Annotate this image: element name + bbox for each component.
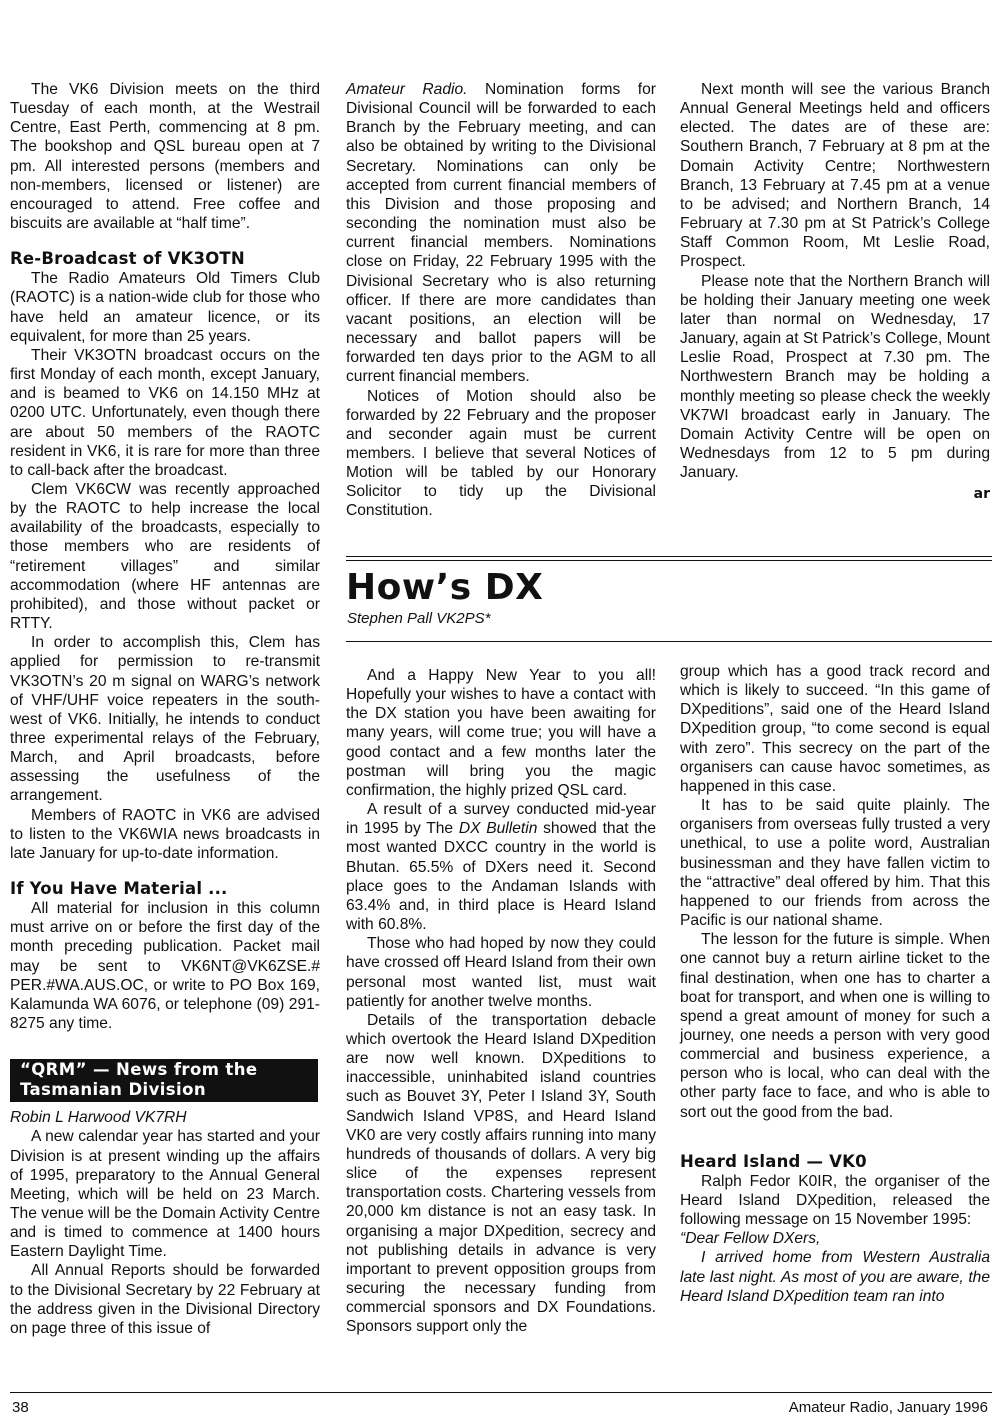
- column-2: [346, 80, 656, 521]
- qrm-heading-box: “QRM” — News from the Tasmanian Division: [10, 1059, 318, 1102]
- rebroadcast-paragraph-2: Their VK3OTN broadcast occurs on the first Monday of each month, except January, and is beamed to VK6 on 14.150 MHz at 0200 UTC. Unfortunately, even though there are about 50 members of the RAOTC resident in VK6, it is rare for more than three to call-back after the broadcast.: [10, 346, 320, 479]
- survey-text-a: A result of a survey conducted mid-year in 1995 by The: [346, 801, 656, 838]
- hows-dx-column-1: [346, 666, 656, 1336]
- footer-rule: [10, 1392, 992, 1393]
- material-heading: If You Have Material ...: [10, 879, 228, 899]
- rebroadcast-paragraph-3: Clem VK6CW was recently approached by the RAOTC to help increase the local availability of the broadcasts, especially to those members who are residents of “retirement villages” and similar accommodation (where HF antennas are prohibited), and those without packet or RTTY.: [10, 480, 320, 633]
- plainly-paragraph: It has to be said quite plainly. The organisers from overseas fully trusted a very unethical, to use a polite word, Australian businessman and they have fallen victim to the “attractive” deal offered by him. That this happened to our friends from across the Pacific is our national shame.: [680, 797, 990, 930]
- column-3: [680, 80, 990, 504]
- survey-paragraph: [346, 800, 656, 934]
- heard-island-paragraph: Ralph Fedor K0IR, the organiser of the Heard Island DXpedition, released the following message on 15 November 1995:: [680, 1172, 990, 1229]
- page-number: 38: [12, 1399, 29, 1416]
- nominations-text: Nomination forms for Divisional Council will be forwarded to each Branch by the February meeting, and can also be obtained by writing to the Divisional Secretary. Nominations can only be accepted from current financial members of this Division and those proposing and seconding the nomination must also be current financial members. Nominations close on Friday, 22 February 1995 with the Divisional Secretary who is also returning officer. If there are more candidates than vacant positions, an election will be necessary and ballot papers will be forwarded ten days prior to the AGM to all current financial members.: [346, 81, 656, 386]
- qrm-byline: Robin L Harwood VK7RH: [10, 1109, 187, 1127]
- hoped-paragraph: Those who had hoped by now they could have crossed off Heard Island from their own personal most wanted list, must wait patiently for another twelve months.: [346, 935, 657, 1010]
- transportation-paragraph: Details of the transportation debacle which overtook the Heard Island DXpedition are now well known. DXpeditions to inaccessible, uninhabited island countries such as Bouvet 3Y, Peter I Island 3Y, South Sandwich Island VP8S, and Heard Island VK0 are very costly affairs running into many hundreds of thousands of dollars. A very big slice of the expenses represent transportation costs. Chartering vessels from 20,000 km distance is not an easy task. In organising a major DXpedition, secrecy and not publishing details in advance is very important to prevent opposition groups from securing the necessary funding from commercial sponsors and DX Foundations. Sponsors support only the: [346, 1011, 656, 1336]
- hows-dx-column-2: [680, 662, 990, 1306]
- nominations-paragraph: [346, 80, 656, 387]
- material-paragraph: All material for inclusion in this column must arrive on or before the first day of the month preceding publication. Packet mail may be sent to VK6NT@VK6ZSE.# PER.#WA.AUS.OC, or write to PO Box 169, Kalamunda WA 6076, or telephone (09) 291-8275 any time.: [10, 900, 320, 1033]
- qrm-paragraph-1: A new calendar year has started and your Division is at present winding up the affairs of 1995, preparatory to the Annual General Meeting, which will be held on 23 March. The venue will be the Domain Activity Centre and is timed to commence at 1400 hours Eastern Daylight Time.: [10, 1128, 320, 1261]
- heard-island-quote-salutation: “Dear Fellow DXers,: [680, 1230, 821, 1248]
- rebroadcast-paragraph-1: The Radio Amateurs Old Timers Club (RAOTC) is a nation-wide club for those who have held an amateur licence, or its equivalent, for more than 25 years.: [10, 270, 320, 345]
- heard-island-heading: Heard Island — VK0: [680, 1151, 867, 1171]
- section-divider-rule: [346, 556, 992, 561]
- qrm-paragraph-2: All Annual Reports should be forwarded to the Divisional Secretary by 22 February at the address given in the Divisional Directory on page three of this issue of: [10, 1262, 320, 1337]
- rebroadcast-paragraph-4: In order to accomplish this, Clem has applied for permission to re-transmit VK3OTN’s 20 m signal on WARG’s network of VHF/UHF voice repeaters in the south-west of VK6. Initially, he intends to conduct three experimental relays of the February, March, and April broadcasts, before assessing the usefulness of the arrangement.: [10, 634, 320, 805]
- column-1: [10, 80, 320, 1338]
- footer-publication: Amateur Radio, January 1996: [788, 1399, 988, 1416]
- lesson-paragraph: The lesson for the future is simple. When one cannot buy a return airline ticket to the final destination, when one has to charter a boat for transport, and when one is willing to spend a great amount of money for such a journey, one needs a person with very good commercial and business experience, a person who is local, who can deal with the other party face to face, and who is able to sort out the good from the bad.: [680, 931, 990, 1121]
- new-year-paragraph: And a Happy New Year to you all! Hopefully your wishes to have a contact with the DX station you have been awaiting for many years, will come true; you will have a good contact and a few months later the postman will bring you the magic confirmation, the highly prized QSL card.: [346, 667, 656, 799]
- hows-dx-byline: Stephen Pall VK2PS*: [347, 610, 491, 627]
- article-end-mark: ar: [973, 486, 990, 503]
- heard-island-quote-body: I arrived home from Western Australia late last night. As most of you are aware, the Heard Island DXpedition team ran into: [680, 1249, 990, 1305]
- hows-dx-rule: [346, 641, 992, 642]
- rebroadcast-heading: Re-Broadcast of VK3OTN: [10, 249, 245, 269]
- notices-of-motion-paragraph: Notices of Motion should also be forwarded by 22 February and the proposer and seconder again must be current members. I believe that several Notices of Motion will be tabled by our Honorary Solicitor to tidy up the Divisional Constitution.: [346, 387, 656, 520]
- branch-meetings-paragraph: Next month will see the various Branch Annual General Meetings held and officers elected. The dates are of these are: Southern Branch, 7 February at 8 pm at the Domain Activity Centre; Northwestern Branch, 13 February at 7.45 pm at a venue to be advised; and Northern Branch, 14 February at 7.30 pm at St Patrick’s College Staff Common Room, Mt Leslie Road, Prospect.: [680, 81, 990, 271]
- division-meeting-paragraph: The VK6 Division meets on the third Tuesday of each month, at the Westrail Centre, East Perth, commencing at 8 pm. The bookshop and QSL bureau open at 7 pm. All interested persons (members and non-members, licensed or listener) are encouraged to attend. Free coffee and biscuits are available at “half time”.: [10, 81, 320, 233]
- publication-name: Amateur Radio.: [346, 81, 468, 98]
- rebroadcast-paragraph-5: Members of RAOTC in VK6 are advised to listen to the VK6WIA news broadcasts in late January for up-to-date information.: [10, 806, 320, 862]
- hows-dx-title: How’s DX: [346, 567, 544, 608]
- northern-branch-paragraph: Please note that the Northern Branch will be holding their January meeting one week later than normal on Wednesday, 17 January, again at St Patrick’s College, Mount Leslie Road, Prospect at 7.30 pm. The Northwestern Branch may be holding a monthly meeting so please check the weekly VK7WI broadcast early in January. The Domain Activity Centre will be open on Wednesdays from 12 to 5 pm during January.: [680, 272, 990, 482]
- track-record-paragraph: group which has a good track record and which is likely to succeed. “In this game of DXpeditions”, said one of the Heard Island DXpedition group, “to come second is equal with zero”. This secrecy on the part of the organisers can cause havoc sometimes, as happened in this case.: [680, 663, 990, 795]
- survey-text-b: showed that the most wanted DXCC country in the world is Bhutan. 65.5% of DXers need it. Second place goes to the Andaman Islands with 63.4% and, in third place is Heard Island with 60.8%.: [346, 820, 657, 934]
- dx-bulletin-title: DX Bulletin: [458, 820, 538, 838]
